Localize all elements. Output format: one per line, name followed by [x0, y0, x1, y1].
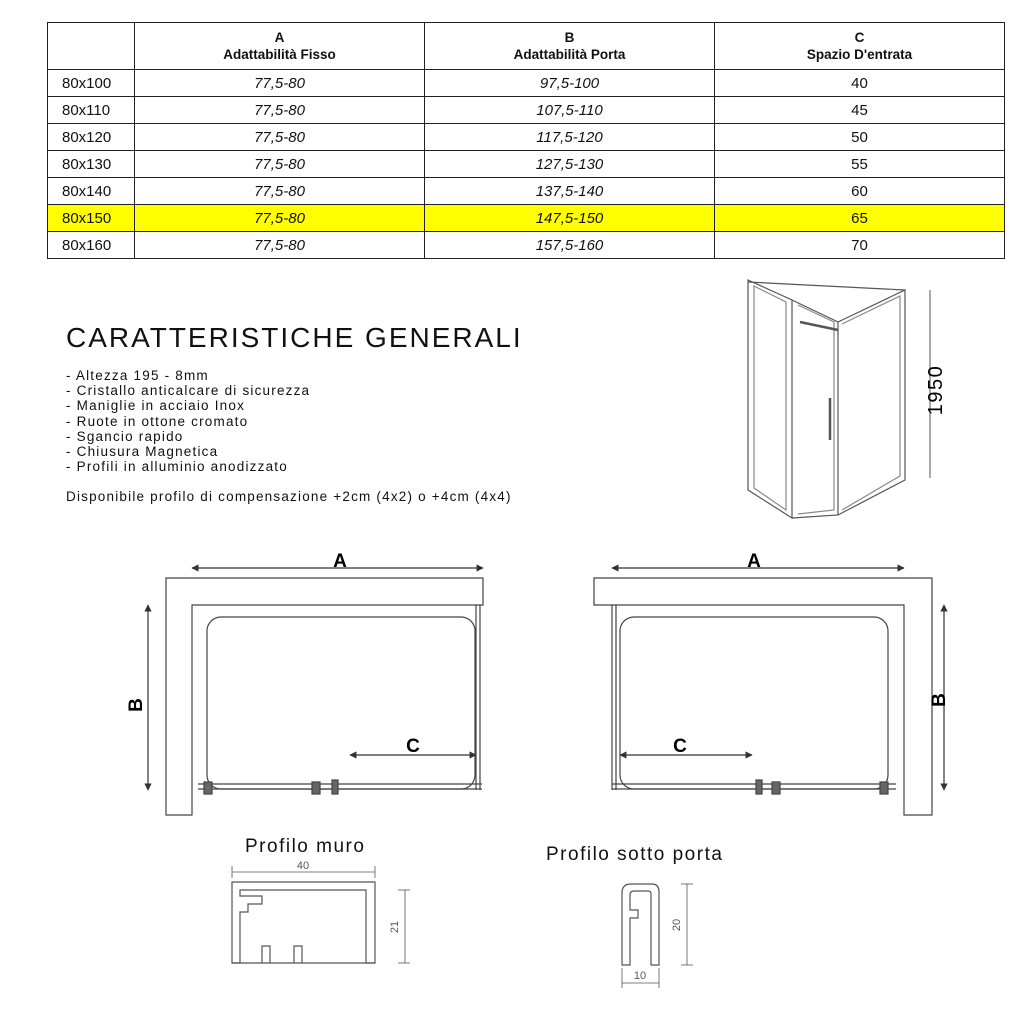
- cell-size: 80x160: [48, 232, 135, 259]
- cell-entrata: 65: [715, 205, 1005, 232]
- cell-porta: 107,5-110: [425, 97, 715, 124]
- feature-item: - Cristallo anticalcare di sicurezza: [66, 383, 311, 399]
- cell-entrata: 70: [715, 232, 1005, 259]
- feature-item: - Sgancio rapido: [66, 428, 184, 444]
- cell-size: 80x130: [48, 151, 135, 178]
- plan-right-label-a: A: [747, 551, 761, 572]
- height-label: 1950: [925, 364, 947, 416]
- profilo-muro-width: 40: [296, 860, 310, 872]
- cell-entrata: 50: [715, 124, 1005, 151]
- cell-size: 80x140: [48, 178, 135, 205]
- features-title: CARATTERISTICHE GENERALI: [66, 322, 523, 353]
- feature-item: - Ruote in ottone cromato: [66, 413, 249, 429]
- cell-porta: 127,5-130: [425, 151, 715, 178]
- cell-size: 80x110: [48, 97, 135, 124]
- cell-entrata: 40: [715, 70, 1005, 97]
- cell-porta: 137,5-140: [425, 178, 715, 205]
- cell-fisso: 77,5-80: [135, 232, 425, 259]
- cell-porta: 117,5-120: [425, 124, 715, 151]
- cell-porta: 147,5-150: [425, 205, 715, 232]
- profilo-sotto-porta-section: [622, 884, 693, 988]
- plan-left: [148, 568, 483, 815]
- plan-left-label-a: A: [333, 551, 347, 572]
- cell-fisso: 77,5-80: [135, 205, 425, 232]
- cell-fisso: 77,5-80: [135, 124, 425, 151]
- profilo-porta-width: 10: [633, 970, 647, 982]
- cell-fisso: 77,5-80: [135, 97, 425, 124]
- plan-left-label-b: B: [126, 698, 147, 712]
- shower-enclosure-3d: [748, 280, 905, 518]
- profilo-muro-title: Profilo muro: [245, 836, 366, 857]
- cell-porta: 157,5-160: [425, 232, 715, 259]
- plan-right: [594, 568, 944, 815]
- cell-size: 80x120: [48, 124, 135, 151]
- profilo-sotto-porta-title: Profilo sotto porta: [546, 844, 724, 865]
- cell-fisso: 77,5-80: [135, 70, 425, 97]
- profilo-muro-height: 21: [389, 920, 401, 934]
- feature-item: - Chiusura Magnetica: [66, 444, 219, 460]
- cell-size: 80x150: [48, 205, 135, 232]
- feature-item: - Profili in alluminio anodizzato: [66, 459, 288, 475]
- height-dimension: [925, 290, 947, 478]
- plan-left-label-c: C: [406, 736, 420, 757]
- cell-entrata: 45: [715, 97, 1005, 124]
- feature-item: - Altezza 195 - 8mm: [66, 368, 209, 383]
- cell-fisso: 77,5-80: [135, 151, 425, 178]
- compensation-note: Disponibile profilo di compensazione +2cm (4x2) o +4cm (4x4): [66, 489, 512, 504]
- plan-right-label-b: B: [929, 693, 950, 707]
- cell-entrata: 55: [715, 151, 1005, 178]
- header-cell-c: C Spazio D'entrata: [715, 23, 1005, 70]
- cell-size: 80x100: [48, 70, 135, 97]
- cell-fisso: 77,5-80: [135, 178, 425, 205]
- profilo-muro-section: [232, 866, 410, 963]
- plan-right-label-c: C: [673, 736, 687, 757]
- header-cell-b: B Adattabilità Porta: [425, 23, 715, 70]
- cell-porta: 97,5-100: [425, 70, 715, 97]
- header-cell-a: A Adattabilità Fisso: [135, 23, 425, 70]
- feature-item: - Maniglie in acciaio Inox: [66, 398, 246, 414]
- profilo-porta-height: 20: [671, 918, 683, 932]
- cell-entrata: 60: [715, 178, 1005, 205]
